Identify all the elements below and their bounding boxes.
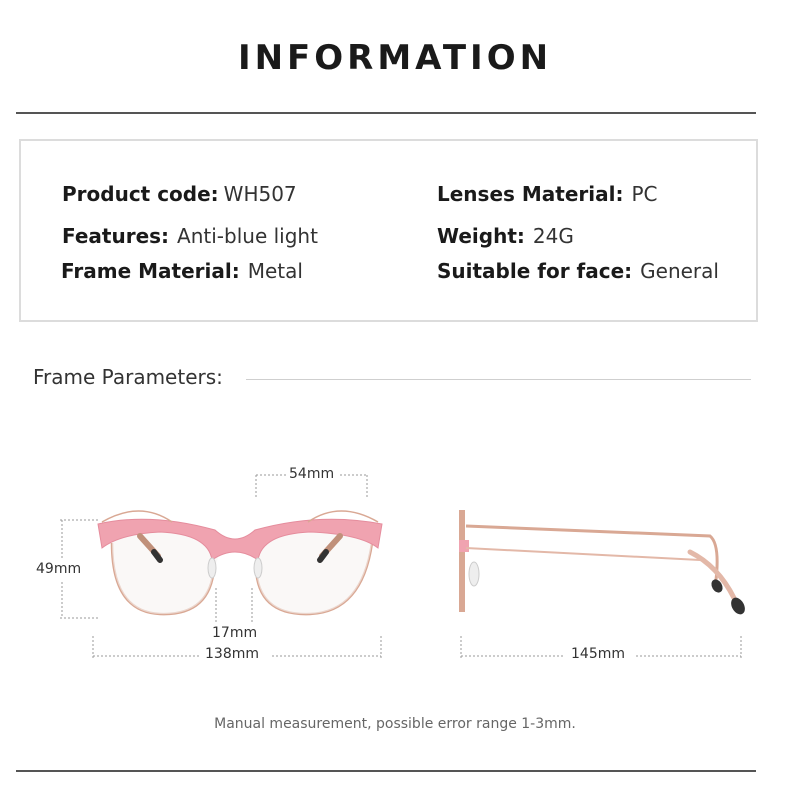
product-code-label: Product code: — [62, 182, 219, 206]
frame-material-value: Metal — [247, 259, 303, 283]
bridge-width-label: 17mm — [209, 625, 260, 641]
features-label: Features: — [62, 224, 170, 248]
lenses-material-label: Lenses Material: — [437, 182, 624, 206]
front-glasses-illustration — [98, 511, 382, 614]
bottom-divider — [16, 770, 756, 772]
frame-width-label: 138mm — [202, 646, 262, 662]
temple-length-label: 145mm — [568, 646, 628, 662]
product-code-value: WH507 — [223, 182, 297, 206]
lens-height-label: 49mm — [33, 561, 84, 577]
suitable-face-value: General — [640, 259, 719, 283]
page-title: INFORMATION — [237, 38, 553, 78]
lenses-material-value: PC — [631, 182, 658, 206]
side-glasses-illustration — [459, 510, 748, 617]
weight-label: Weight: — [437, 224, 525, 248]
weight-value: 24G — [532, 224, 574, 248]
suitable-face-label: Suitable for face: — [437, 259, 633, 283]
features-value: Anti-blue light — [177, 224, 318, 248]
measurement-note: Manual measurement, possible error range 1-3mm. — [214, 716, 576, 732]
frame-material-label: Frame Material: — [61, 259, 240, 283]
frame-parameters-label: Frame Parameters: — [33, 365, 223, 389]
lens-width-label: 54mm — [286, 466, 337, 482]
